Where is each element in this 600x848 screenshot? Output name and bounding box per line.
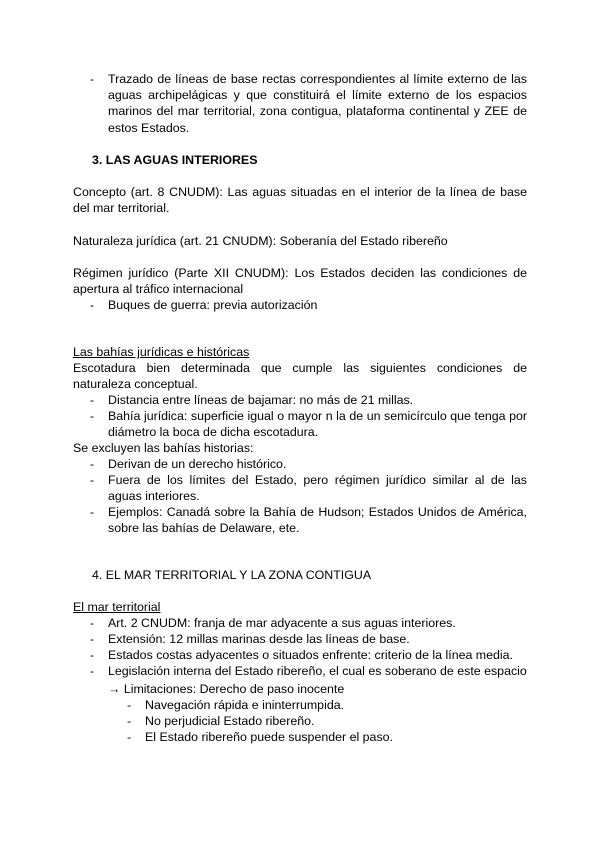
limitaciones-line: → Limitaciones: Derecho de paso inocente bbox=[108, 682, 345, 696]
mar-bullet bbox=[92, 663, 527, 679]
regimen-bullet-text: Buques de guerra: previa autorización bbox=[108, 298, 318, 312]
bullet-marker: - bbox=[90, 632, 95, 646]
mar-bullet-text: Extensión: 12 millas marinas desde las líneas de base. bbox=[108, 632, 410, 646]
mar-bullet bbox=[92, 631, 527, 647]
excluyen-bullet-text: Ejemplos: Canadá sobre la Bahía de Hudson; Estados Unidos de América, sobre las bahías de Delaware, ete. bbox=[108, 505, 527, 536]
naturaleza-paragraph: Naturaleza jurídica (art. 21 CNUDM): Soberanía del Estado ribereño bbox=[73, 234, 448, 248]
bahias-bullet bbox=[92, 408, 527, 440]
bullet-marker: - bbox=[90, 664, 95, 678]
sub-bullet bbox=[127, 713, 487, 729]
sub-bullet bbox=[127, 697, 487, 713]
bullet-marker: - bbox=[127, 714, 132, 728]
intro-bullet bbox=[92, 71, 527, 136]
excluyen-bullet-text: Fuera de los límites del Estado, pero régimen jurídico similar al de las aguas interiores. bbox=[108, 473, 527, 504]
bullet-marker: - bbox=[90, 616, 95, 630]
bullet-marker: - bbox=[127, 698, 132, 712]
mar-bullet-text: Art. 2 CNUDM: franja de mar adyacente a sus aguas interiores. bbox=[108, 616, 456, 630]
intro-bullet-text: Trazado de líneas de base rectas correspondientes al límite externo de las aguas archipelágicas y que constituirá el límite externo de los espacios marinos del mar territorial, zona contigua, plataforma continental y ZEE de estos Estados. bbox=[108, 72, 527, 135]
bullet-marker: - bbox=[90, 457, 95, 471]
mar-bullet bbox=[92, 615, 527, 631]
bahias-title: Las bahías jurídicas e históricas bbox=[73, 345, 250, 359]
bullet-marker: - bbox=[127, 730, 132, 744]
sub-bullet-text: Navegación rápida e ininterrumpida. bbox=[145, 698, 345, 712]
excluyen-bullet bbox=[92, 472, 527, 504]
bullet-marker: - bbox=[90, 393, 95, 407]
bahias-definition: Escotadura bien determinada que cumple las siguientes condiciones de naturaleza conceptual. bbox=[73, 361, 527, 392]
excluyen-bullet bbox=[92, 504, 527, 536]
sub-bullet bbox=[127, 729, 487, 745]
sub-bullet-text: El Estado ribereño puede suspender el paso. bbox=[145, 730, 393, 744]
section-3-heading: 3. LAS AGUAS INTERIORES bbox=[92, 153, 258, 167]
sub-bullet-text: No perjudicial Estado ribereño. bbox=[145, 714, 315, 728]
bullet-marker: - bbox=[90, 72, 95, 86]
bullet-marker: - bbox=[90, 409, 95, 423]
excluyen-paragraph: Se excluyen las bahías historias: bbox=[73, 441, 254, 455]
mar-bullet bbox=[92, 647, 527, 663]
mar-territorial-title: El mar territorial bbox=[73, 600, 161, 614]
bahias-bullet bbox=[92, 392, 527, 408]
excluyen-bullet bbox=[92, 456, 527, 472]
bullet-marker: - bbox=[90, 298, 95, 312]
concepto-paragraph: Concepto (art. 8 CNUDM): Las aguas situadas en el interior de la línea de base del mar territorial. bbox=[73, 185, 527, 216]
mar-bullet-text: Legislación interna del Estado ribereño, el cual es soberano de este espacio bbox=[108, 664, 527, 678]
section-4-heading: 4. EL MAR TERRITORIAL Y LA ZONA CONTIGUA bbox=[92, 568, 372, 582]
bullet-marker: - bbox=[90, 473, 95, 487]
excluyen-bullet-text: Derivan de un derecho histórico. bbox=[108, 457, 287, 471]
mar-bullet-text: Estados costas adyacentes o situados enfrente: criterio de la línea media. bbox=[108, 648, 513, 662]
regimen-paragraph: Régimen jurídico (Parte XII CNUDM): Los Estados deciden las condiciones de apertura al tráfico internacional bbox=[73, 266, 527, 297]
regimen-bullet bbox=[92, 297, 527, 313]
bahias-bullet-text: Distancia entre líneas de bajamar: no más de 21 millas. bbox=[108, 393, 414, 407]
bullet-marker: - bbox=[90, 505, 95, 519]
bullet-marker: - bbox=[90, 648, 95, 662]
bahias-bullet-text: Bahía jurídica: superficie igual o mayor n la de un semicírculo que tenga por diámetro la boca de dicha escotadura. bbox=[108, 409, 527, 440]
